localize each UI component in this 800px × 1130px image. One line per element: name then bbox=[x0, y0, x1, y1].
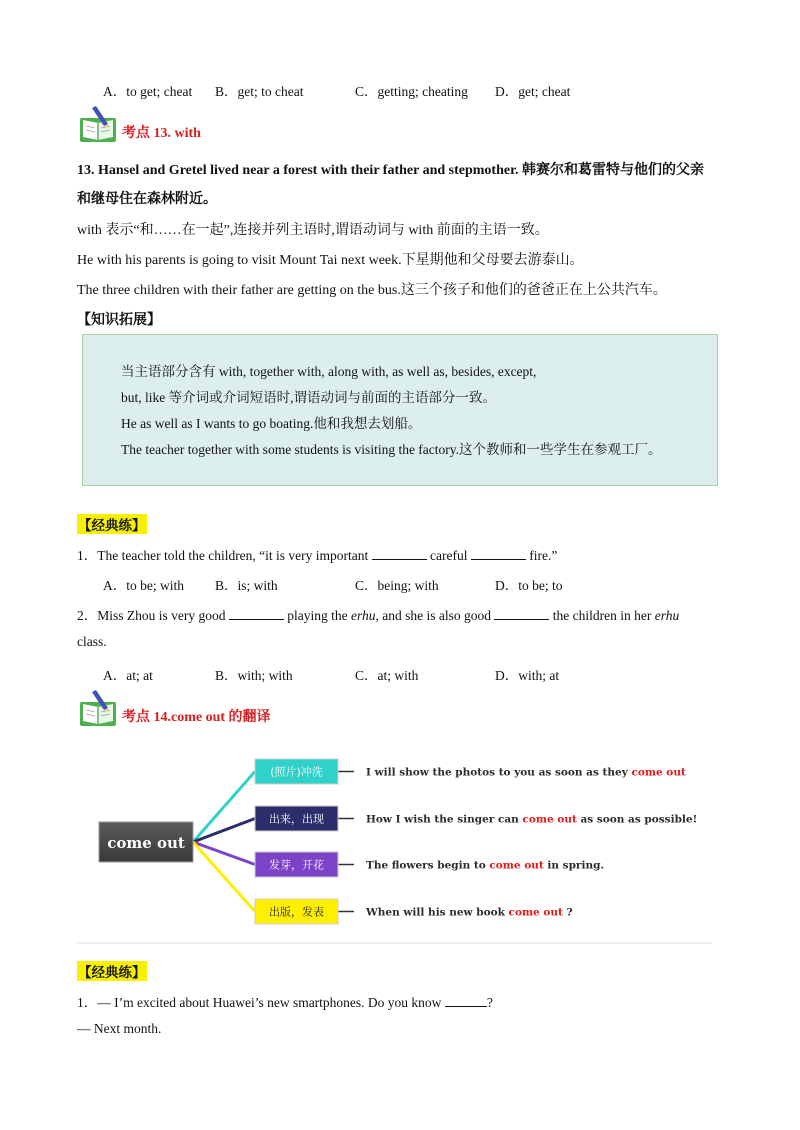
question-1-answer: — Next month. bbox=[77, 1021, 162, 1036]
mind-map-example-sentence: How I wish the singer can come out as soon as possible! bbox=[366, 813, 698, 826]
option-a: A．to be; with bbox=[103, 578, 184, 593]
box-line-1: 当主语部分含有 with, together with, along with, as well as, besides, except, bbox=[121, 364, 537, 379]
example-2: The three children with their father are getting on the bus.这三个孩子和他们的爸爸正在上公共汽车。 bbox=[77, 283, 667, 298]
box-line-3: He as well as I wants to go boating.他和我想去划船。 bbox=[121, 416, 422, 431]
option-c: C．at; with bbox=[355, 668, 419, 683]
mind-map-example-sentence: When will his new book come out ? bbox=[366, 906, 573, 919]
book-pencil-icon bbox=[78, 106, 120, 144]
mind-map-branch-label: (照片)冲洗 bbox=[270, 765, 323, 779]
section-13-heading bbox=[78, 106, 201, 144]
mind-map-example-sentence: I will show the photos to you as soon as they come out bbox=[366, 766, 686, 779]
question-2-continued: class. bbox=[77, 634, 107, 649]
example-sentence-line1: 13. Hansel and Gretel lived near a forest with their father and stepmother. 韩赛尔和葛雷特与他们的父亲 bbox=[77, 163, 704, 178]
answer-blank[interactable] bbox=[372, 547, 427, 560]
option-b: B．is; with bbox=[215, 578, 278, 593]
answer-blank[interactable] bbox=[471, 547, 526, 560]
book-pencil-icon bbox=[78, 690, 120, 728]
question-1: 1．The teacher told the children, “it is very important careful fire.” bbox=[77, 548, 558, 563]
option-d: D．with; at bbox=[495, 668, 560, 683]
option-c: C．getting; cheating bbox=[355, 84, 468, 99]
explanation: with 表示“和……在一起”,连接并列主语时,谓语动词与 with 前面的主语一致。 bbox=[77, 223, 549, 238]
section-14-heading bbox=[78, 690, 271, 728]
example-1: He with his parents is going to visit Mount Tai next week.下星期他和父母要去游泰山。 bbox=[77, 253, 584, 268]
question-2: 2．Miss Zhou is very good playing the erhu, and she is also good the children in her erhu bbox=[77, 608, 680, 623]
box-line-4: The teacher together with some students is visiting the factory.这个教师和一些学生在参观工厂。 bbox=[121, 442, 662, 457]
example-sentence-line2: 和继母住在森林附近。 bbox=[77, 192, 217, 207]
option-c: C．being; with bbox=[355, 578, 439, 593]
option-b: B．with; with bbox=[215, 668, 293, 683]
mind-map-branch-label: 出版，发表 bbox=[269, 905, 324, 919]
practice-tag: 【经典练】 bbox=[77, 961, 147, 981]
option-a: A．to get; cheat bbox=[103, 84, 193, 99]
answer-blank[interactable] bbox=[229, 607, 284, 620]
section-13-label: 考点 13. with bbox=[122, 126, 201, 141]
section-14-label: 考点 14.come out 的翻译 bbox=[122, 710, 271, 725]
mind-map-center-label: come out bbox=[107, 834, 185, 852]
box-line-2: but, like 等介词或介词短语时,谓语动词与前面的主语部分一致。 bbox=[121, 390, 496, 405]
come-out-mind-map bbox=[77, 740, 712, 946]
question-1: 1．— I’m excited about Huawei’s new smartphones. Do you know ? bbox=[77, 995, 493, 1010]
option-a: A．at; at bbox=[103, 668, 153, 683]
mind-map-branch-label: 出来，出现 bbox=[269, 812, 324, 826]
mind-map-example-sentence: The flowers begin to come out in spring. bbox=[366, 859, 605, 872]
answer-blank[interactable] bbox=[445, 994, 487, 1007]
knowledge-extension-title: 【知识拓展】 bbox=[77, 313, 161, 328]
answer-blank[interactable] bbox=[494, 607, 549, 620]
knowledge-box bbox=[82, 334, 718, 486]
mind-map-branch-label: 发芽，开花 bbox=[269, 858, 324, 872]
practice-tag: 【经典练】 bbox=[77, 514, 147, 534]
option-d: D．get; cheat bbox=[495, 84, 571, 99]
option-b: B．get; to cheat bbox=[215, 84, 304, 99]
option-d: D．to be; to bbox=[495, 578, 563, 593]
